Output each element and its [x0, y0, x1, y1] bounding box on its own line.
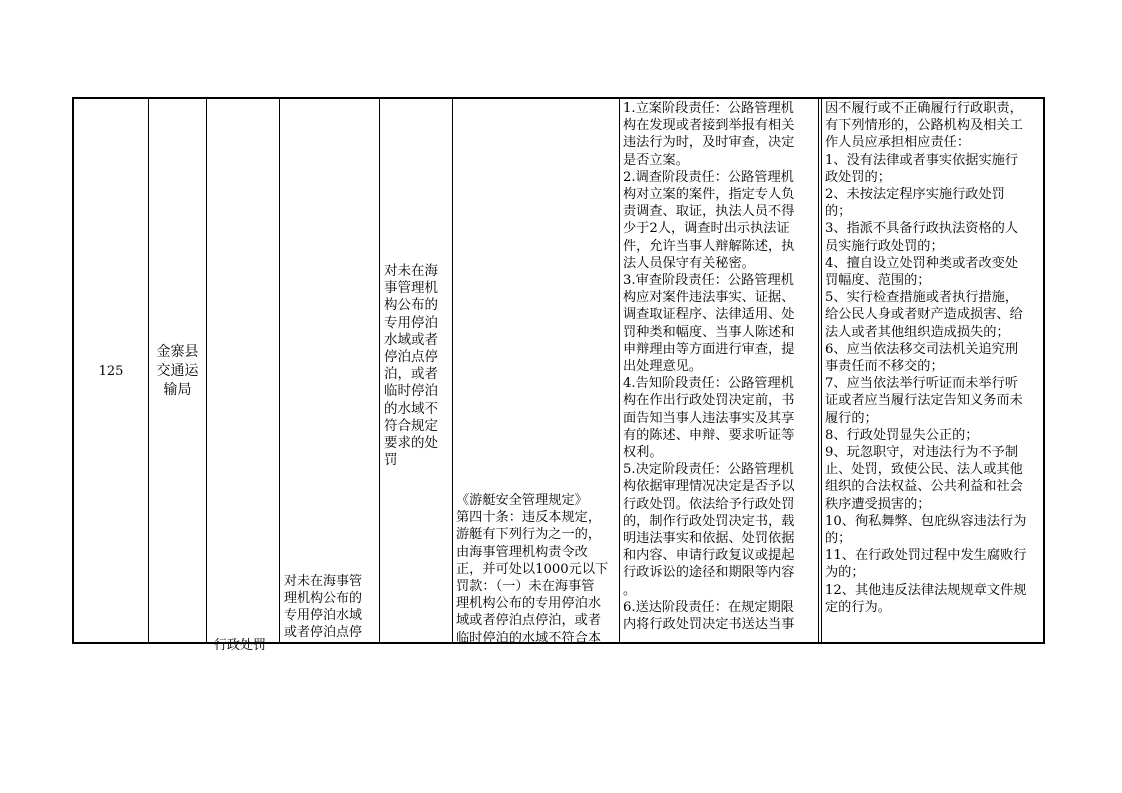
category-text: 行政处罚: [214, 638, 267, 653]
sub-item-cell: [380, 99, 452, 644]
row-number-cell: [74, 99, 148, 644]
column-divider: [818, 99, 819, 642]
row-number: 125: [98, 364, 124, 379]
accountability-text: 因不履行或不正确履行行政职责， 有下列情形的，公路机构及相关工 作人员应承担相应责任： 1、没有法律或者事实依据实施行 政处罚的； 2、未按法定程序实施行政处罚 的； 3、指派不具备行政执法资格的人 员实施行政处罚的； 4、擅自设立处罚种类或者改变处 罚幅度、范围的； 5、实行检查措施或者执行措施， 给公民人身或者财产造成损害、给 法人或者其他组织造成损失的； 6、应当依法移交司法机关追究刑 事责任而不移交的； 7、应当依法举行听证而未举行听 证或者应当履行法定告知义务而未 履行的； 8、行政处罚显失公正的； 9、玩忽职守，对违法行为不予制 止、处罚，致使公民、法人或其他 组织的合法权益、公共利益和社会 秩序遭受损害的； 10、徇私舞弊、包庇纵容违法行为 的； 11、在行政处罚过程中发生腐败行 为的； 12、其他违反法律法规规章文件规 定的行为。: [825, 101, 1027, 615]
responsibility-text: 1.立案阶段责任：公路管理机 构在发现或者接到举报有相关 违法行为时，及时审查，决定 是否立案。 2.调查阶段责任：公路管理机 构对立案的案件，指定专人负 责调查、取证，执法人员不得 少于2人，调查时出示执法证 件，允许当事人辩解陈述，执 法人员保守有关秘密。 3.审查阶段责任：公路管理机 构应对案件违法事实、证据、 调查取证程序、法律适用、处 罚种类和幅度、当事人陈述和 申辩理由等方面进行审查，提 出处理意见。 4.告知阶段责任：公路管理机 构在作出行政处罚决定前，书 面告知当事人违法事实及其享 有的陈述、申辩、要求听证等 权利。 5.决定阶段责任：公路管理机 构依据审理情况决定是否予以 行政处罚。依法给予行政处罚 的，制作行政处罚决定书，载 明违法事实和依据、处罚依据 和内容、申请行政复议或提起 行政诉讼的途径和期限等内容 。 6.送达阶段责任：在规定期限 内将行政处罚决定书送达当事: [623, 101, 795, 633]
item-name-text: 对未在海事管 理机构公布的 专用停泊水域 或者停泊点停: [284, 574, 363, 640]
legal-basis-text: 《游艇安全管理规定》 第四十条：违反本规定， 游艇有下列行为之一的， 由海事管理机构责令改 正，并可处以1000元以下 罚款：（一）未在海事管 理机构公布的专用停泊水 域或者停泊点停泊，或者 临时停泊的水域不符合本: [456, 493, 609, 646]
department-cell: [149, 99, 206, 644]
legal-basis-cell: [453, 99, 619, 644]
sub-item-text: 对未在海 事管理机 构公布的 专用停泊 水域或者 停泊点停 泊，或者 临时停泊 的水域不 符合规定 要求的处 罚: [384, 263, 438, 469]
category-cell: [207, 99, 279, 653]
accountability-cell: [822, 99, 1045, 644]
responsibility-cell: [620, 99, 818, 644]
responsibility-table: [72, 97, 1045, 653]
item-name-cell: [280, 99, 379, 644]
department-name: 金寨县 交通运 输局: [156, 344, 199, 398]
